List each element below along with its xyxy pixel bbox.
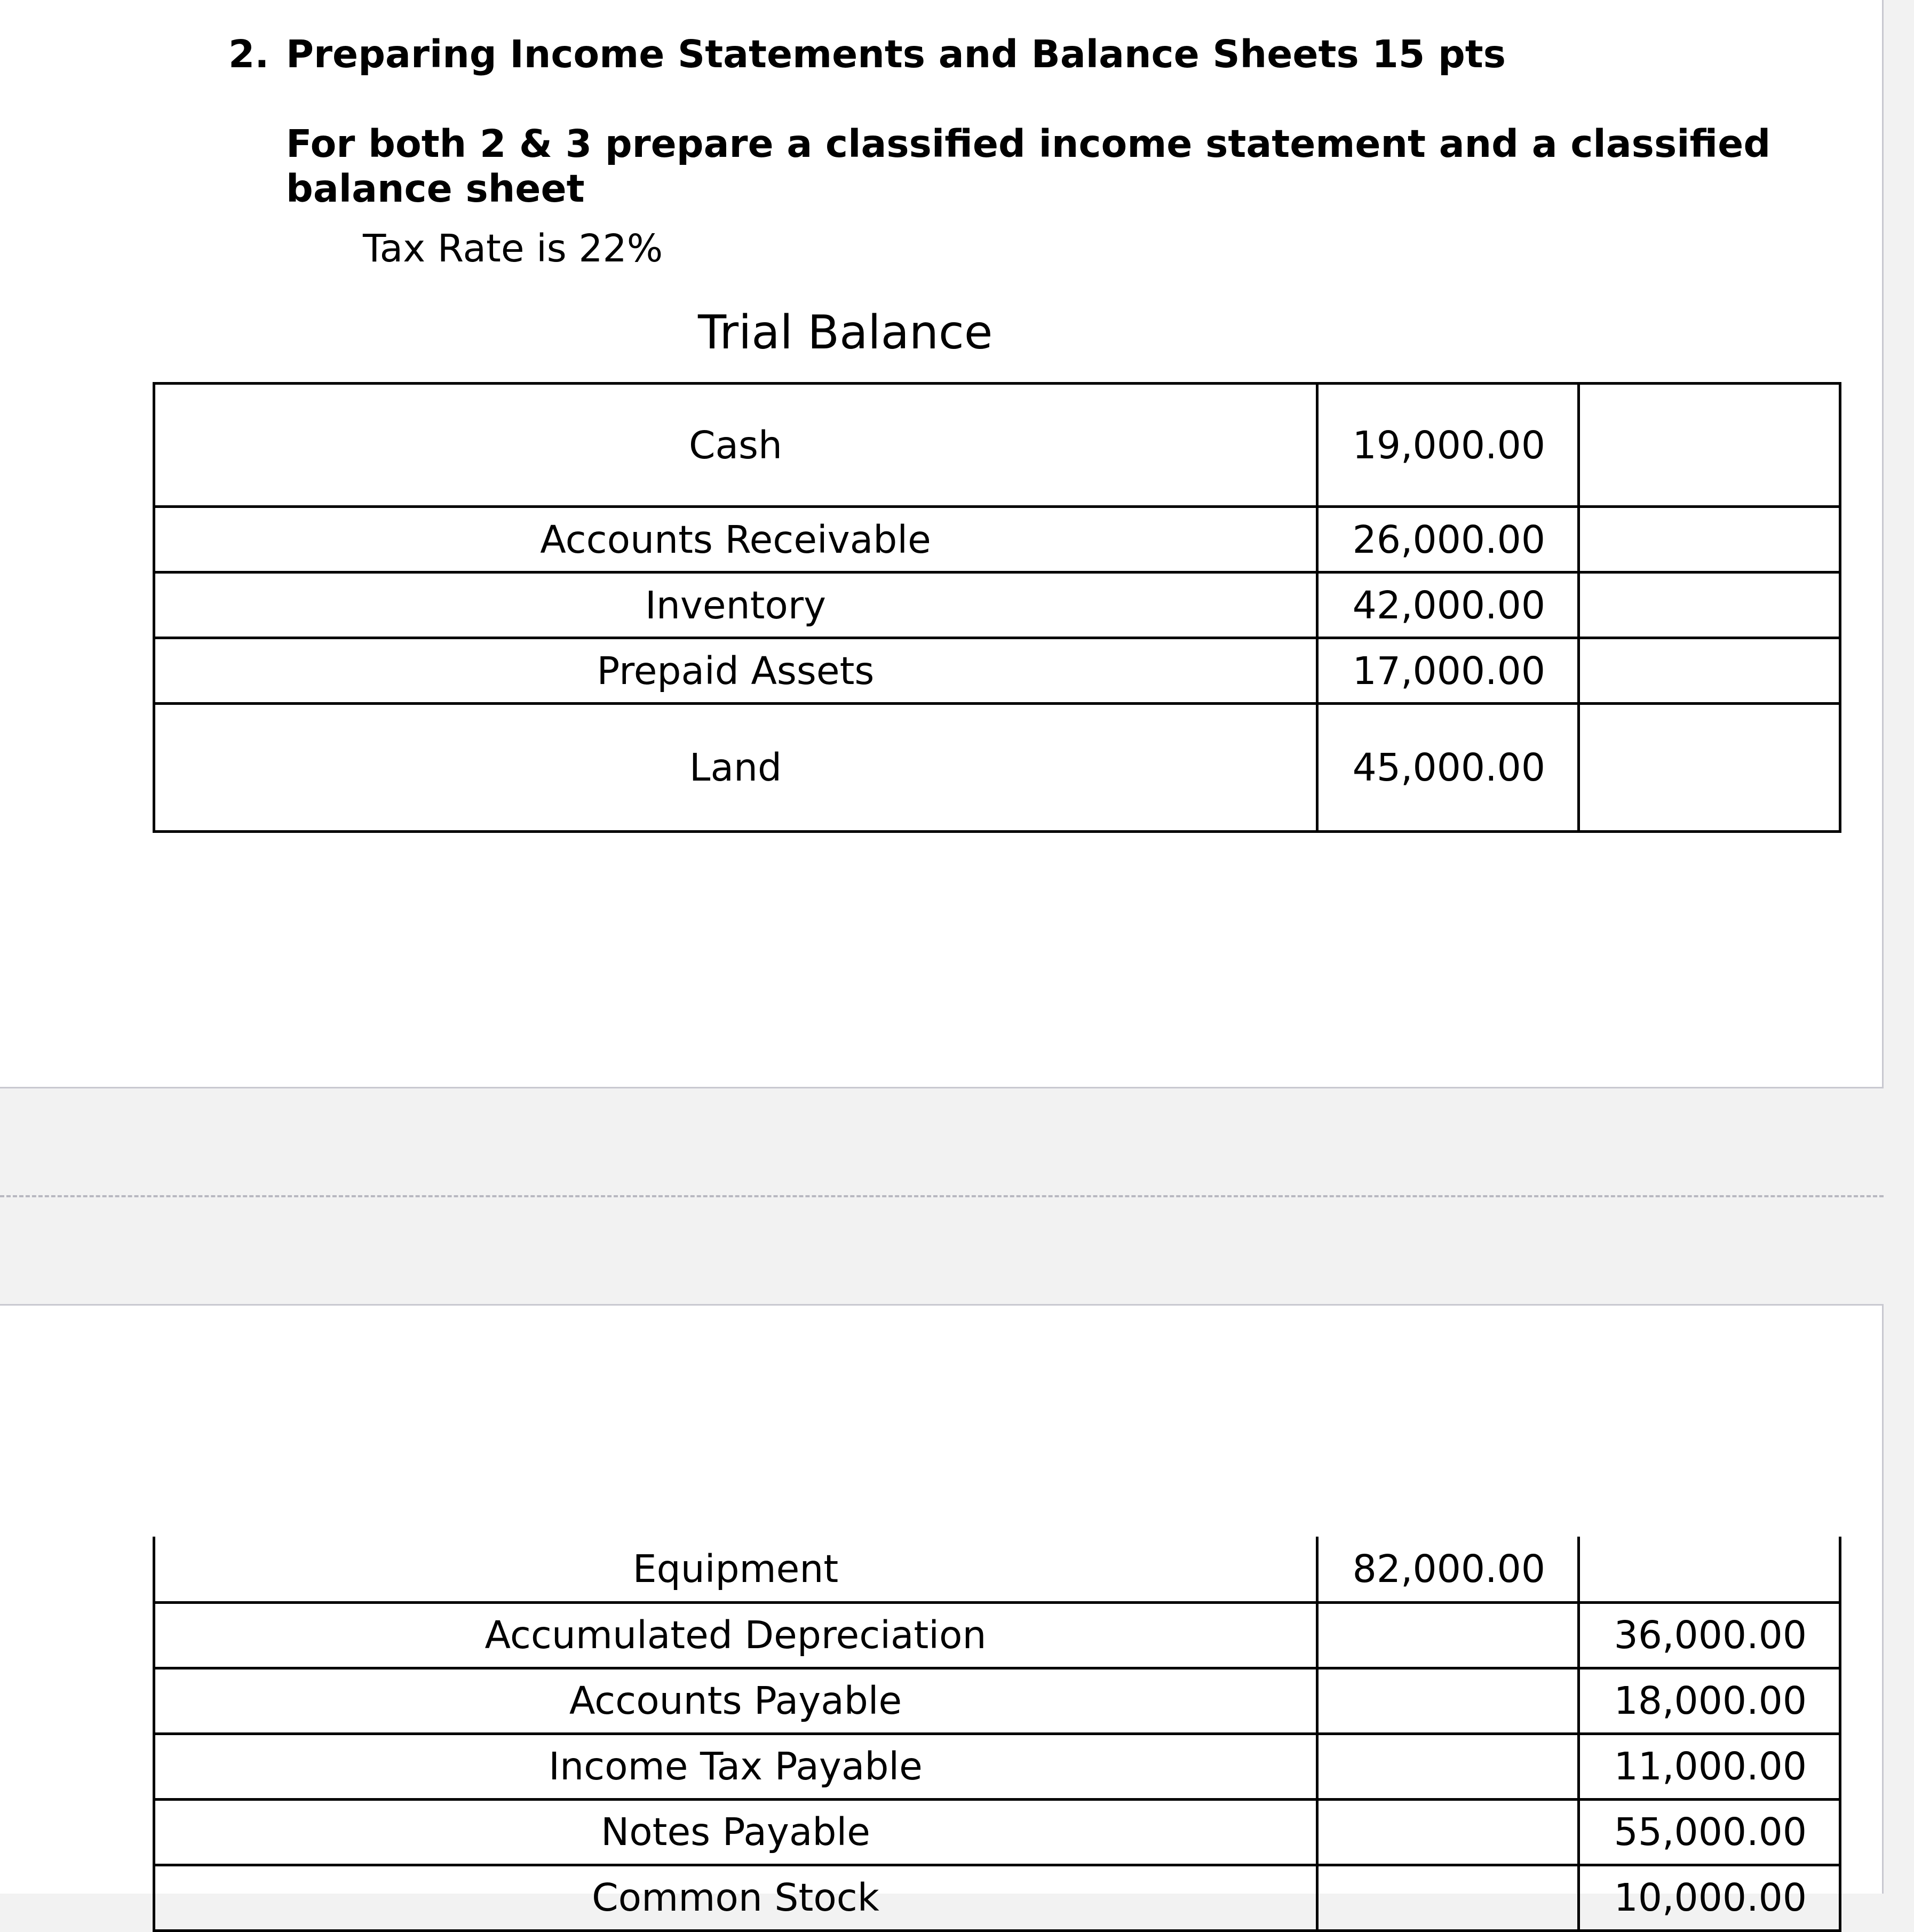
table-row <box>154 1865 1840 1930</box>
debit-cell: 26,000.00 <box>1317 507 1579 573</box>
trial-balance-table-part-2 <box>153 1537 1841 1932</box>
question-heading <box>228 32 1506 76</box>
credit-cell <box>1579 384 1840 507</box>
account-cell: Common Stock <box>154 1865 1317 1930</box>
question-instruction: For both 2 & 3 prepare a classified income statement and a classified balance sheet <box>286 122 1771 211</box>
credit-cell <box>1579 507 1840 573</box>
table-row <box>154 1734 1840 1799</box>
table-row <box>154 638 1840 704</box>
table-row <box>154 704 1840 832</box>
account-cell: Cash <box>154 384 1317 507</box>
question-number: 2. <box>228 32 269 76</box>
debit-cell: 42,000.00 <box>1317 573 1579 638</box>
question-title: Preparing Income Statements and Balance Sheets 15 pts <box>286 32 1506 76</box>
debit-cell <box>1317 1602 1579 1668</box>
credit-cell: 36,000.00 <box>1579 1602 1840 1668</box>
debit-cell: 45,000.00 <box>1317 704 1579 832</box>
account-cell: Accounts Receivable <box>154 507 1317 573</box>
account-cell: Inventory <box>154 573 1317 638</box>
account-cell: Land <box>154 704 1317 832</box>
account-cell: Income Tax Payable <box>154 1734 1317 1799</box>
table-row <box>154 573 1840 638</box>
table-row <box>154 1799 1840 1865</box>
table-row <box>154 1537 1840 1602</box>
table-row <box>154 1668 1840 1734</box>
credit-cell <box>1579 704 1840 832</box>
table-row <box>154 1602 1840 1668</box>
debit-cell <box>1317 1799 1579 1865</box>
debit-cell <box>1317 1734 1579 1799</box>
page-break-divider <box>0 1195 1884 1197</box>
account-cell: Prepaid Assets <box>154 638 1317 704</box>
debit-cell <box>1317 1865 1579 1930</box>
account-cell: Equipment <box>154 1537 1317 1602</box>
debit-cell <box>1317 1668 1579 1734</box>
credit-cell: 55,000.00 <box>1579 1799 1840 1865</box>
credit-cell: 10,000.00 <box>1579 1865 1840 1930</box>
credit-cell <box>1579 573 1840 638</box>
trial-balance-table-part-1 <box>153 382 1841 833</box>
account-cell: Accumulated Depreciation <box>154 1602 1317 1668</box>
debit-cell: 19,000.00 <box>1317 384 1579 507</box>
credit-cell: 18,000.00 <box>1579 1668 1840 1734</box>
tax-rate-text: Tax Rate is 22% <box>363 226 663 271</box>
credit-cell <box>1579 638 1840 704</box>
trial-balance-title: Trial Balance <box>698 305 993 360</box>
account-cell: Notes Payable <box>154 1799 1317 1865</box>
table-row <box>154 384 1840 507</box>
table-row <box>154 507 1840 573</box>
account-cell: Accounts Payable <box>154 1668 1317 1734</box>
debit-cell: 82,000.00 <box>1317 1537 1579 1602</box>
credit-cell: 11,000.00 <box>1579 1734 1840 1799</box>
debit-cell: 17,000.00 <box>1317 638 1579 704</box>
credit-cell <box>1579 1537 1840 1602</box>
